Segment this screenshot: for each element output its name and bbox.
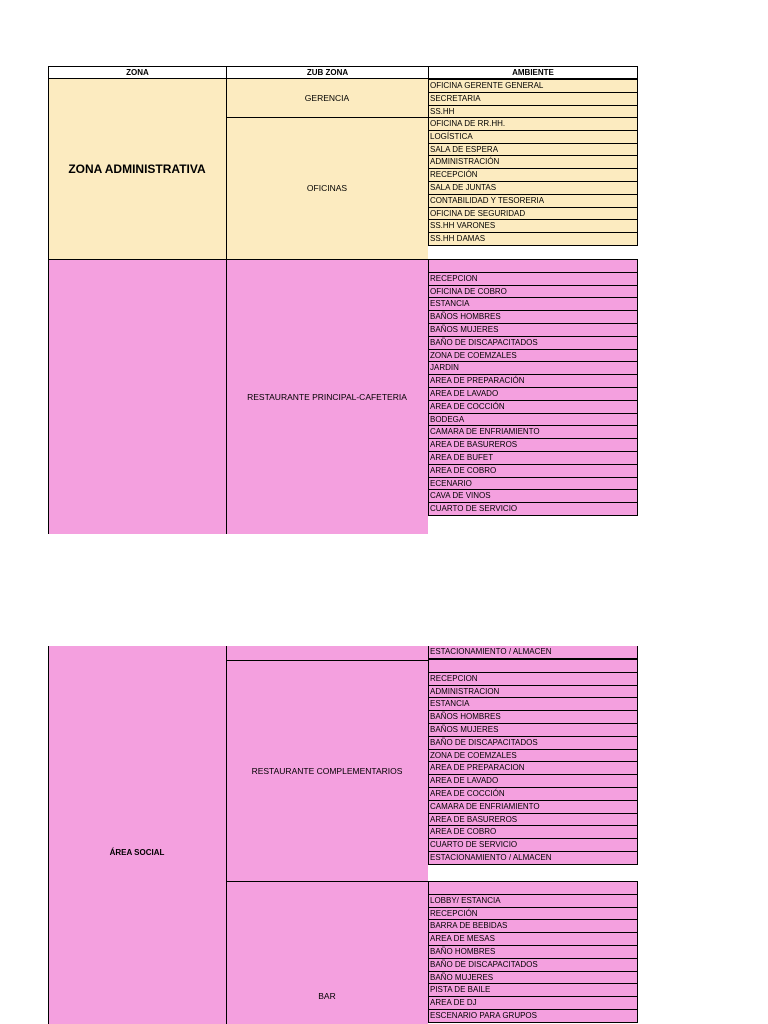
ambiente-item: BAÑO DE DISCAPACITADOS <box>428 336 638 350</box>
header-ambiente: AMBIENTE <box>428 66 638 79</box>
area-social-label: ÁREA SOCIAL <box>109 847 165 857</box>
gerencia-label: GERENCIA <box>304 93 350 103</box>
ambiente-item: BAÑO DE DISCAPACITADOS <box>428 958 638 972</box>
ambiente-item: RECEPCION <box>428 272 638 286</box>
ambiente-gerencia-list <box>428 80 638 118</box>
ambiente-item: ZONA DE COEMZALES <box>428 349 638 363</box>
ambiente-item: ESTANCIA <box>428 297 638 311</box>
ambiente-item: BAÑOS HOMBRES <box>428 310 638 324</box>
subzona-top-cell <box>226 646 428 660</box>
ambiente-item: BARRA DE BEBIDAS <box>428 919 638 933</box>
grid-line <box>226 881 428 882</box>
ambiente-item: SS.HH VARONES <box>428 219 638 233</box>
ambiente-top-list <box>428 646 638 659</box>
ambiente-item: ESTANCIA <box>428 697 638 711</box>
ambiente-item: BAÑOS HOMBRES <box>428 710 638 724</box>
ambiente-item: AREA DE BASUREROS <box>428 438 638 452</box>
ambiente-item <box>428 881 638 895</box>
zoning-table-top <box>48 66 638 534</box>
ambiente-item: CAVA DE VINOS <box>428 489 638 503</box>
ambiente-item: AREA DE COCCIÓN <box>428 400 638 414</box>
ambiente-item: ESTACIONAMIENTO / ALMACEN <box>428 646 638 659</box>
ambiente-item: SECRETARIA <box>428 92 638 106</box>
grid-line <box>226 646 227 1024</box>
restaurante-complementarios-label: RESTAURANTE COMPLEMENTARIOS <box>251 765 403 776</box>
ambiente-item: SALA DE ESPERA <box>428 143 638 157</box>
ambiente-item: ADMINISTRACIÓN <box>428 155 638 169</box>
ambiente-item: BAÑOS MUJERES <box>428 323 638 337</box>
ambiente-item: CAMARA DE ENFRIAMIENTO <box>428 425 638 439</box>
ambiente-item: ECENARIO <box>428 477 638 491</box>
ambiente-restaurante-principal-list <box>428 260 638 516</box>
ambiente-item: AREA DE LAVADO <box>428 774 638 788</box>
area-social-cell-top <box>48 259 226 534</box>
grid-line <box>226 117 428 118</box>
restaurante-principal-cell <box>226 259 428 534</box>
ambiente-item: BAÑOS MUJERES <box>428 723 638 737</box>
ambiente-bar-list <box>428 882 638 1023</box>
header-subzona: ZUB ZONA <box>226 66 429 79</box>
ambiente-item: OFICINA DE RR.HH. <box>428 117 638 131</box>
ambiente-item: RECEPCIÓN <box>428 168 638 182</box>
oficinas-cell <box>226 117 428 259</box>
ambiente-item: BODEGA <box>428 413 638 427</box>
ambiente-item: LOBBY/ ESTANCIA <box>428 894 638 908</box>
ambiente-item: ADMINISTRACION <box>428 685 638 699</box>
ambiente-item: AREA DE DJ <box>428 996 638 1010</box>
ambiente-item: SALA DE JUNTAS <box>428 181 638 195</box>
ambiente-item: CAMARA DE ENFRIAMIENTO <box>428 800 638 814</box>
ambiente-item: AREA DE BUFET <box>428 451 638 465</box>
ambiente-item: RECEPCION <box>428 672 638 686</box>
gerencia-cell <box>226 79 428 117</box>
grid-line <box>48 646 49 1024</box>
grid-line <box>226 660 428 661</box>
ambiente-restaurante-complementarios-list <box>428 660 638 865</box>
ambiente-item: ZONA DE COEMZALES <box>428 749 638 763</box>
header-zona: ZONA <box>48 66 227 79</box>
area-social-cell <box>48 646 226 1024</box>
ambiente-item: AREA DE COBRO <box>428 825 638 839</box>
grid-line <box>48 79 49 534</box>
restaurante-complementarios-cell <box>226 660 428 881</box>
ambiente-item: CONTABILIDAD Y TESORERIA <box>428 194 638 208</box>
ambiente-item: AREA DE PREPARACION <box>428 761 638 775</box>
ambiente-item: BAÑO HOMBRES <box>428 945 638 959</box>
bar-label: BAR <box>318 991 336 1001</box>
ambiente-item: AREA DE LAVADO <box>428 387 638 401</box>
ambiente-item: AREA DE COCCIÓN <box>428 787 638 801</box>
grid-line <box>48 259 428 260</box>
restaurante-principal-label: RESTAURANTE PRINCIPAL-CAFETERIA <box>247 391 407 402</box>
ambiente-item: AREA DE PREPARACIÓN <box>428 374 638 388</box>
ambiente-item: RECEPCIÓN <box>428 907 638 921</box>
ambiente-item: OFICINA DE COBRO <box>428 285 638 299</box>
ambiente-item: ESCENARIO PARA GRUPOS <box>428 1009 638 1023</box>
ambiente-item: CUARTO DE SERVICIO <box>428 838 638 852</box>
ambiente-item: CUARTO DE SERVICIO <box>428 502 638 516</box>
ambiente-item: SS.HH DAMAS <box>428 232 638 246</box>
ambiente-item: JARDIN <box>428 361 638 375</box>
zoning-table-bottom <box>48 646 638 1024</box>
ambiente-item: AREA DE COBRO <box>428 464 638 478</box>
ambiente-item <box>428 659 638 673</box>
ambiente-item: LOGÍSTICA <box>428 130 638 144</box>
ambiente-item: OFICINA DE SEGURIDAD <box>428 207 638 221</box>
ambiente-item: BAÑO MUJERES <box>428 971 638 985</box>
ambiente-item <box>428 259 638 273</box>
ambiente-item: ESTACIONAMIENTO / ALMACEN <box>428 851 638 865</box>
grid-line <box>226 79 227 534</box>
ambiente-item: OFICINA GERENTE GENERAL <box>428 79 638 93</box>
ambiente-item: AREA DE BASUREROS <box>428 813 638 827</box>
oficinas-label: OFICINAS <box>306 183 348 193</box>
ambiente-item: BAÑO DE DISCAPACITADOS <box>428 736 638 750</box>
ambiente-oficinas-list <box>428 118 638 246</box>
ambiente-item: PISTA DE BAILE <box>428 983 638 997</box>
zona-administrativa-cell <box>48 79 226 259</box>
bar-cell <box>226 881 428 1024</box>
ambiente-item: AREA DE MESAS <box>428 932 638 946</box>
zona-administrativa-label: ZONA ADMINISTRATIVA <box>68 162 206 176</box>
ambiente-item: SS.HH <box>428 105 638 119</box>
